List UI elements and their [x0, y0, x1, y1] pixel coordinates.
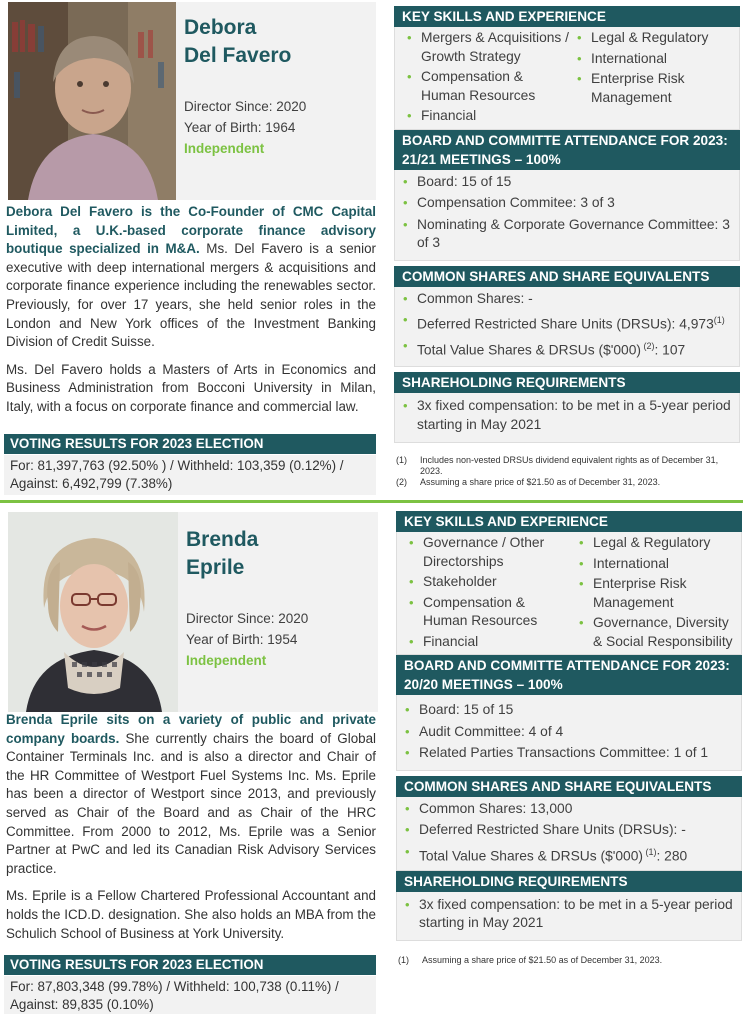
skill-item: • Financial: [401, 633, 571, 652]
shares-header: COMMON SHARES AND SHARE EQUIVALENTS: [396, 776, 742, 797]
footnote-ref: (1): [713, 315, 725, 325]
total-value-label: Total Value Shares & DRSUs ($'000): [419, 848, 643, 864]
attendance-item: • Related Parties Transactions Committee: 1 of 1: [397, 744, 741, 763]
skill-item: • Stakeholder: [401, 573, 571, 592]
attendance-item: • Board: 15 of 15: [395, 173, 739, 192]
common-shares: • Common Shares: -: [395, 290, 739, 309]
attendance-header: BOARD AND COMMITTE ATTENDANCE FOR 2023: 21/21 MEETINGS – 100%: [394, 130, 740, 170]
director-name: [178, 526, 378, 582]
director-photo: [8, 512, 178, 712]
year-of-birth: Year of Birth: 1964: [184, 120, 296, 135]
shareholding-items: [397, 896, 741, 933]
shareholding-header: SHAREHOLDING REQUIREMENTS: [394, 372, 740, 393]
bio-text: She currently chairs the board of Global Container Terminals Inc. and is also a director and Chair of the HR Committee of Westport Fuel Systems Inc. Ms. Eprile has been a director of Westport since 2013, and previously served as Chair of the Board and as Chair of the HRC Committee. From 2000 to 2012, Ms. Eprile was a Senior Partner at PwC and led its Canadian Risk Advisory Services practice.: [6, 730, 377, 876]
total-value-label: Total Value Shares & DRSUs ($'000): [417, 342, 641, 358]
footnotes: [396, 955, 742, 966]
drsu-shares: • Deferred Restricted Share Units (DRSUs): -: [397, 821, 741, 840]
shareholding-item: • 3x fixed compensation: to be met in a 5-year period starting in May 2021: [397, 896, 741, 933]
skill-item: • Financial: [399, 107, 569, 126]
shares-items: [397, 800, 741, 866]
footnote-ref: (1): [643, 846, 657, 857]
footnote: [394, 477, 740, 488]
footnote-text: Includes non-vested DRSUs dividend equivalent rights as of December 31, 2023.: [420, 455, 719, 477]
voting-results-header: VOTING RESULTS FOR 2023 ELECTION: [4, 955, 376, 975]
skills-list: [396, 532, 742, 655]
bio-paragraph-2: Ms. Del Favero holds a Masters of Arts in Economics and Business Administration from Bocconi University in Milan, Italy, with a focus on corporate finance and commercial law.: [6, 361, 376, 414]
skill-item: • Legal & Regulatory: [571, 534, 741, 553]
voting-results: For: 87,803,348 (99.78%) / Withheld: 100,738 (0.11%) / Against: 89,835 (0.10%): [4, 976, 376, 1014]
director-details-panel: [394, 6, 740, 488]
attendance-list: [396, 695, 742, 771]
footnote-number: (1): [398, 954, 409, 965]
footnote-ref: (2): [641, 341, 655, 352]
director-last-name: Del Favero: [184, 44, 292, 67]
footnote: [396, 955, 742, 966]
director-photo: [8, 2, 176, 200]
total-value: [395, 337, 739, 360]
skill-item: • Enterprise Risk Management: [571, 575, 741, 612]
common-shares: • Common Shares: 13,000: [397, 800, 741, 819]
skill-item: • Legal & Regulatory: [569, 29, 739, 48]
voting-results: For: 81,397,763 (92.50% ) / Withheld: 103,359 (0.12%) / Against: 6,492,799 (7.38%): [4, 455, 376, 495]
director-profile-eprile: [0, 504, 743, 1016]
total-value-amount: : 280: [656, 848, 688, 864]
attendance-header: BOARD AND COMMITTE ATTENDANCE FOR 2023: 20/20 MEETINGS – 100%: [396, 655, 742, 695]
drsu-shares: [395, 311, 739, 334]
skill-item: • Governance, Diversity & Social Responsibility: [571, 614, 741, 651]
director-biography: [6, 711, 376, 943]
bio-paragraph-1: [6, 711, 376, 878]
shares-header: COMMON SHARES AND SHARE EQUIVALENTS: [394, 266, 740, 287]
shareholding-header: SHAREHOLDING REQUIREMENTS: [396, 871, 742, 892]
attendance-item: • Board: 15 of 15: [397, 701, 741, 720]
skills-header: KEY SKILLS AND EXPERIENCE: [396, 511, 742, 532]
skill-item: • Governance / Other Directorships: [401, 534, 571, 571]
attendance-items: [397, 701, 741, 763]
footnote-text: Assuming a share price of $21.50 as of December 31, 2023.: [422, 954, 663, 965]
shares-list: [396, 797, 742, 871]
attendance-items: [395, 173, 739, 253]
skills-column-left: [401, 534, 571, 653]
independence-status: Independent: [186, 653, 267, 668]
bio-text: Ms. Del Favero is a senior executive with deep international mergers & acquisitions and corporate finance experience including the renewables sector. Previously, for over 17 years, she held senior roles in the London and New York offices of the Investment Banking Division of Credit Suisse.: [6, 241, 376, 350]
skills-header: KEY SKILLS AND EXPERIENCE: [394, 6, 740, 27]
attendance-item: • Nominating & Corporate Governance Committee: 3 of 3: [395, 216, 739, 253]
skill-item: • Enterprise Risk Management: [569, 70, 739, 107]
bio-lead: Debora Del Favero is the Co-Founder of CMC Capital Limited, a U.K.-based corporate finance advisory boutique specialized in M&A.: [6, 204, 376, 257]
portrait-illustration: [8, 512, 178, 712]
skill-item: • Mergers & Acquisitions / Growth Strategy: [399, 29, 569, 66]
director-first-name: Brenda: [186, 528, 259, 551]
total-value-amount: : 107: [654, 342, 686, 358]
director-details-panel: [396, 511, 742, 966]
portrait-illustration: [8, 2, 176, 200]
shares-items: [395, 290, 739, 361]
director-since: Director Since: 2020: [184, 99, 307, 114]
skill-item: • Compensation & Human Resources: [399, 68, 569, 105]
attendance-item: • Compensation Commitee: 3 of 3: [395, 194, 739, 213]
skill-item: • Compensation & Human Resources: [401, 594, 571, 631]
shareholding-item: • 3x fixed compensation: to be met in a 5-year period starting in May 2021: [395, 397, 739, 434]
footnote: [394, 455, 740, 477]
year-of-birth: Year of Birth: 1954: [186, 632, 298, 647]
shareholding-items: [395, 397, 739, 434]
footnote-number: (1): [396, 455, 407, 466]
shareholding-requirement: [394, 393, 740, 443]
footnote-number: (2): [396, 477, 407, 488]
shares-list: [394, 287, 740, 368]
director-id-card: [176, 2, 376, 200]
skill-item: • International: [569, 50, 739, 69]
footnote-text: Assuming a share price of $21.50 as of December 31, 2023.: [420, 477, 661, 488]
total-value: [397, 843, 741, 866]
skills-column-right: [569, 29, 739, 128]
voting-results-header: VOTING RESULTS FOR 2023 ELECTION: [4, 434, 376, 454]
director-id-card: [178, 512, 378, 712]
independence-status: Independent: [184, 141, 265, 156]
skills-column-right: [571, 534, 741, 653]
director-profile-del-favero: [0, 0, 743, 500]
drsu-text: Deferred Restricted Share Units (DRSUs): 4,973: [417, 316, 714, 332]
director-since: Director Since: 2020: [186, 611, 309, 626]
director-name: [176, 14, 376, 70]
bio-lead: Brenda Eprile sits on a variety of public and private company boards.: [6, 712, 376, 746]
skills-list: [394, 27, 740, 130]
footnotes: [394, 455, 740, 488]
section-divider: [0, 500, 743, 503]
attendance-item: • Audit Committee: 4 of 4: [397, 723, 741, 742]
director-last-name: Eprile: [186, 556, 245, 579]
attendance-list: [394, 170, 740, 261]
director-first-name: Debora: [184, 16, 257, 39]
shareholding-requirement: [396, 892, 742, 941]
bio-paragraph-2: Ms. Eprile is a Fellow Chartered Professional Accountant and holds the ICD.D. designation. She also holds an MBA from the Schulich School of Business at York University.: [6, 888, 376, 941]
skill-item: • International: [571, 555, 741, 574]
director-biography: [6, 203, 376, 417]
skills-column-left: [399, 29, 569, 128]
bio-paragraph-1: [6, 203, 376, 352]
